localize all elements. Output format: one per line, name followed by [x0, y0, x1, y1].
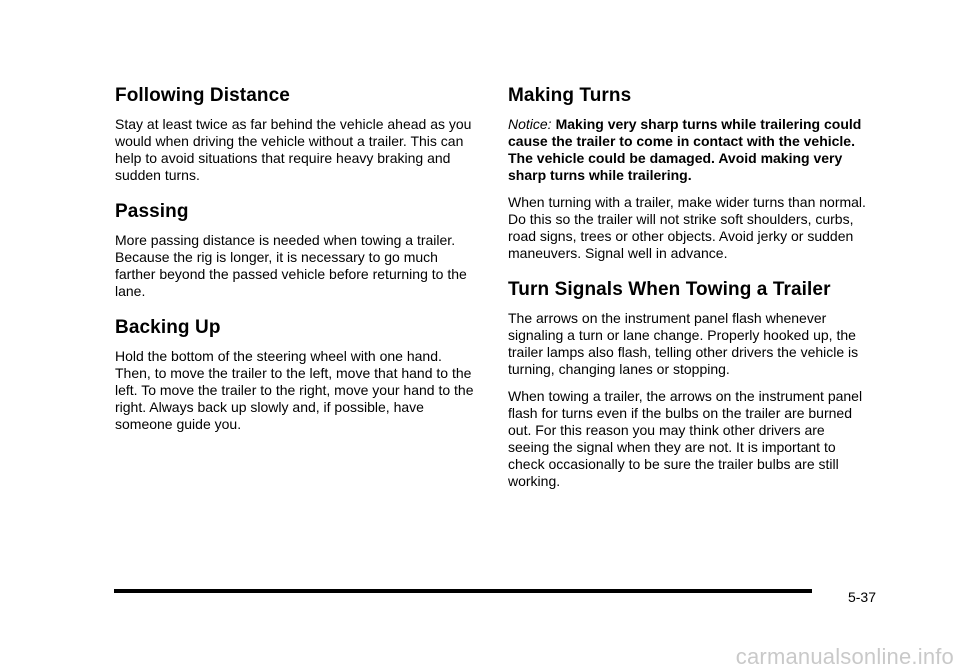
right-column: [508, 84, 868, 500]
footer-rule: [114, 589, 812, 593]
section-heading: Following Distance: [115, 85, 290, 106]
section-heading: Passing: [115, 201, 189, 222]
watermark-text: carmanualsonline.info: [735, 644, 954, 669]
left-column: [115, 84, 475, 443]
section-heading: Backing Up: [115, 317, 221, 338]
section-body: Hold the bottom of the steering wheel with one hand. Then, to move the trailer to the left, move that hand to the left. To move the trailer to the right, move your hand to the right. Always back up slowly and, if possible, have someone guide you.: [115, 348, 474, 432]
section-passing: [115, 200, 475, 300]
page-number: 5-37: [847, 589, 876, 605]
section-body: More passing distance is needed when towing a trailer. Because the rig is longer, it is necessary to go much farther beyond the passed vehicle before returning to the lane.: [115, 232, 467, 299]
section-following-distance: [115, 84, 475, 184]
notice-label: Notice:: [508, 116, 552, 132]
section-backing-up: [115, 316, 475, 433]
notice-paragraph: [508, 116, 868, 184]
section-turn-signals: [508, 278, 868, 490]
section-body-2: When towing a trailer, the arrows on the instrument panel flash for turns even if the bulbs on the trailer are burned out. For this reason you may think other drivers are seeing the signal when they are not. It is important to check occasionally to be sure the trailer bulbs are still working.: [508, 388, 863, 489]
section-making-turns: [508, 84, 868, 262]
section-body: Stay at least twice as far behind the vehicle ahead as you would when driving the vehicle without a trailer. This can help to avoid situations that require heavy braking and sudden turns.: [115, 116, 472, 183]
section-body: When turning with a trailer, make wider turns than normal. Do this so the trailer will not strike soft shoulders, curbs, road signs, trees or other objects. Avoid jerky or sudden maneuvers. Signal well in advance.: [508, 194, 866, 261]
section-heading: Making Turns: [508, 85, 632, 106]
section-heading: Turn Signals When Towing a Trailer: [508, 279, 831, 300]
notice-text: Making very sharp turns while trailering could cause the trailer to come in contact with the vehicle. The vehicle could be damaged. Avoid making very sharp turns while trailering.: [508, 116, 862, 183]
section-body: The arrows on the instrument panel flash whenever signaling a turn or lane change. Properly hooked up, the trailer lamps also flash, telling other drivers the vehicle is turning, changing lanes or stopping.: [508, 310, 859, 377]
